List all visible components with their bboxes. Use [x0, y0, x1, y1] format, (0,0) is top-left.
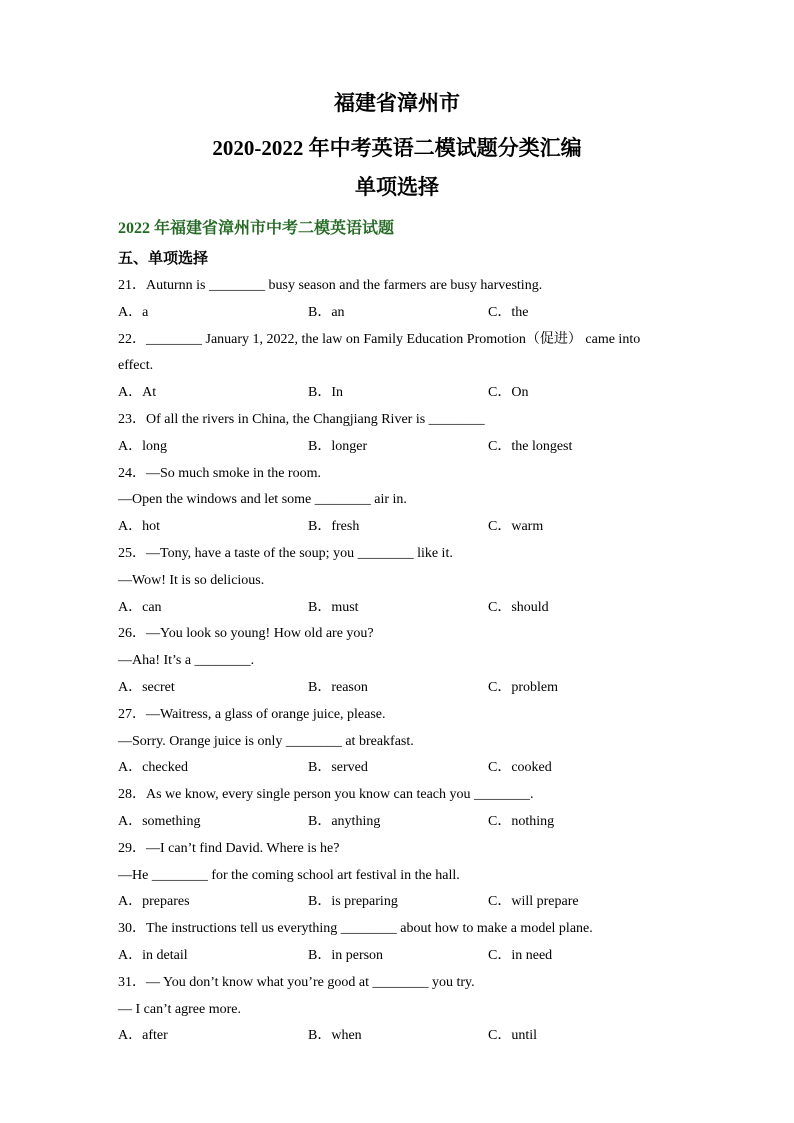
question-block — [118, 702, 676, 782]
options-row — [118, 434, 676, 461]
question-stem-line: 22．________ January 1, 2022, the law on Family Education Promotion（促进） came into effect. — [118, 331, 644, 374]
option-c: C．will prepare — [488, 894, 579, 910]
options-row — [118, 380, 676, 407]
question-block — [118, 916, 676, 970]
option-c: C．cooked — [488, 760, 552, 776]
question-stem-line: 29．—I can’t find David. Where is he? — [118, 840, 340, 856]
doc-title-line-3: 单项选择 — [355, 175, 439, 199]
options-row — [118, 889, 676, 916]
option-b: B．when — [308, 1028, 362, 1044]
question-block — [118, 327, 676, 407]
options-row — [118, 675, 676, 702]
question-stem-line: 27．—Waitress, a glass of orange juice, please. — [118, 706, 386, 722]
option-c: C．problem — [488, 679, 558, 695]
option-b: B．an — [308, 304, 345, 320]
option-c: C．in need — [488, 947, 553, 963]
options-row — [118, 809, 676, 836]
option-a: A．checked — [118, 760, 188, 776]
doc-title-line-2: 2020-2022 年中考英语二模试题分类汇编 — [212, 136, 582, 160]
options-row — [118, 595, 676, 622]
option-c: C．the longest — [488, 438, 573, 454]
option-c: C．the — [488, 304, 529, 320]
option-c: C．should — [488, 599, 549, 615]
options-row — [118, 755, 676, 782]
options-row — [118, 943, 676, 970]
options-row — [118, 300, 676, 327]
options-row — [118, 1023, 676, 1050]
option-a: A．hot — [118, 519, 160, 535]
question-stem-line: — I can’t agree more. — [118, 1001, 241, 1017]
option-b: B．is preparing — [308, 894, 398, 910]
option-b: B．anything — [308, 813, 381, 829]
question-stem-line: 24．—So much smoke in the room. — [118, 465, 321, 481]
question-stem-line: 26．—You look so young! How old are you? — [118, 626, 374, 642]
option-a: A．after — [118, 1028, 168, 1044]
option-a: A．can — [118, 599, 162, 615]
options-row — [118, 514, 676, 541]
question-stem-line: 25．—Tony, have a taste of the soup; you ________ like it. — [118, 545, 453, 561]
option-c: C．nothing — [488, 813, 555, 829]
option-a: A．prepares — [118, 894, 190, 910]
option-b: B．reason — [308, 679, 368, 695]
option-b: B．longer — [308, 438, 368, 454]
question-stem-line: —Wow! It is so delicious. — [118, 572, 265, 588]
question-block — [118, 407, 676, 461]
question-block — [118, 273, 676, 327]
question-stem-line: 23．Of all the rivers in China, the Changjiang River is ________ — [118, 411, 485, 427]
question-block — [118, 836, 676, 916]
option-b: B．served — [308, 760, 368, 776]
question-block — [118, 782, 676, 836]
question-stem-line: —He ________ for the coming school art festival in the hall. — [118, 867, 460, 883]
option-a: A．secret — [118, 679, 175, 695]
option-b: B．fresh — [308, 519, 360, 535]
question-stem-line: —Open the windows and let some ________ air in. — [118, 492, 407, 508]
question-stem-line: 21．Auturnn is ________ busy season and the farmers are busy harvesting. — [118, 278, 543, 293]
doc-title-line-1: 福建省漳州市 — [334, 91, 460, 115]
option-b: B．must — [308, 599, 359, 615]
option-a: A．something — [118, 813, 201, 829]
option-a: A．long — [118, 438, 167, 454]
question-stem-line: 31．— You don’t know what you’re good at ________ you try. — [118, 974, 475, 990]
question-stem-line: 30．The instructions tell us everything ________ about how to make a model plane. — [118, 921, 593, 937]
option-c: C．until — [488, 1028, 538, 1044]
question-stem-line: —Aha! It’s a ________. — [118, 653, 255, 669]
question-block — [118, 461, 676, 541]
question-block — [118, 970, 676, 1050]
section-heading: 五、单项选择 — [118, 251, 209, 267]
option-c: C．On — [488, 385, 529, 401]
paper-subtitle: 2022 年福建省漳州市中考二模英语试题 — [118, 220, 395, 237]
question-block — [118, 541, 676, 621]
questions — [118, 273, 676, 1050]
question-stem-line: 28．As we know, every single person you know can teach you ________. — [118, 787, 534, 803]
question-block — [118, 621, 676, 701]
option-a: A．a — [118, 304, 149, 320]
question-stem-line: —Sorry. Orange juice is only ________ at breakfast. — [118, 733, 414, 749]
option-c: C．warm — [488, 519, 544, 535]
option-b: B．In — [308, 385, 343, 401]
option-a: A．in detail — [118, 947, 188, 963]
option-b: B．in person — [308, 947, 384, 963]
option-a: A．At — [118, 385, 157, 401]
